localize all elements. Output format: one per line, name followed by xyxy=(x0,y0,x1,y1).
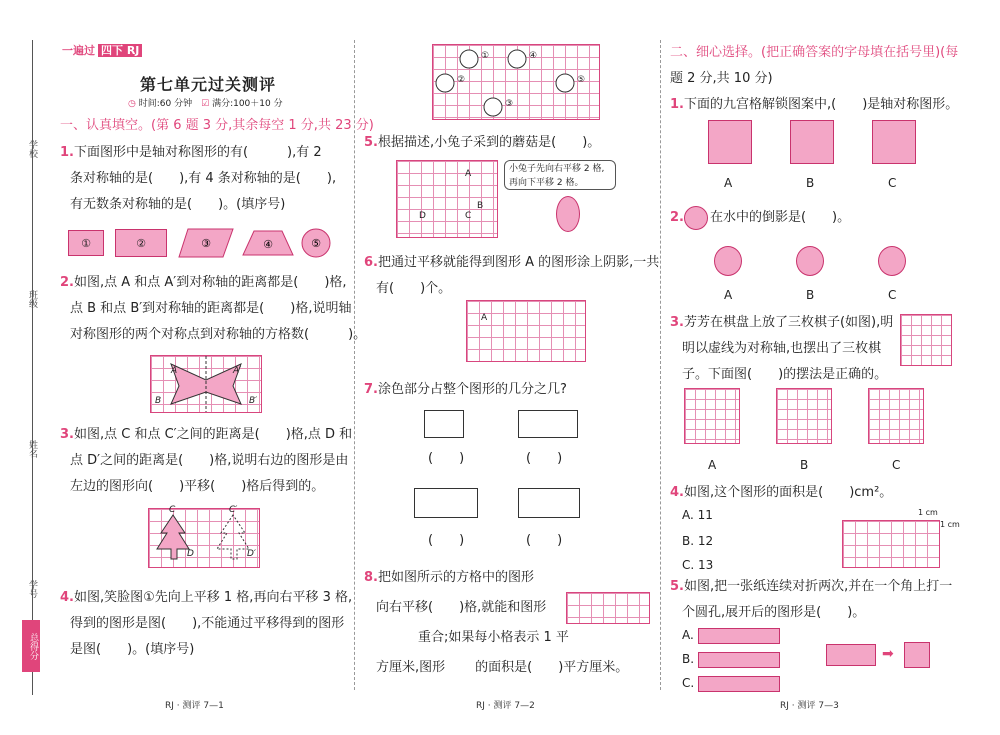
s2q5-line2: 个圆孔,展开后的图形是( )。 xyxy=(682,605,866,620)
s2q1-opt-b: B xyxy=(806,176,815,190)
q4-line1: 4.如图,笑脸图①先向上平移 1 格,再向右平移 3 格, xyxy=(60,590,353,605)
q1-line2: 条对称轴的是( ),有 4 条对称轴的是( ), xyxy=(70,171,337,186)
q4-smiley-grid: ① ④ ② ⑤ ③ xyxy=(432,44,600,120)
section2-heading-2: 题 2 分,共 10 分) xyxy=(670,71,773,86)
s2q5-strip-a xyxy=(698,628,780,644)
svg-text:③: ③ xyxy=(201,237,211,250)
name-label: 姓名 xyxy=(27,440,37,458)
q5-speech-bubble: 小兔子先向右平移 2 格, 再向下平移 2 格。 xyxy=(504,160,616,190)
s2q5-opt-a: A. xyxy=(682,628,694,642)
class-label: 班级 xyxy=(27,290,37,308)
footer-page1: RJ · 测评 7—1 xyxy=(165,701,224,711)
section1-heading: 一、认真填空。(第 6 题 3 分,其余每空 1 分,共 23 分) xyxy=(60,118,374,133)
s2q2-opt-b: B xyxy=(806,288,815,302)
shape-rectangle: ② xyxy=(115,229,167,257)
q5-grid: A B C D xyxy=(396,160,498,238)
s2q3-opt-c: C xyxy=(892,458,901,472)
s2q5-opt-b: B. xyxy=(682,652,695,666)
s2q2-opt-c: C xyxy=(888,288,897,302)
student-no-label: 学号 xyxy=(27,580,37,598)
q8-grid xyxy=(566,592,650,624)
score-tag: 总得分 xyxy=(22,620,40,672)
s2q5-opt-c: C. xyxy=(682,676,695,690)
s2q5-paper xyxy=(826,644,876,666)
s2q4-opt-c: C. 13 xyxy=(682,558,714,572)
q8-line3: 重合;如果每小格表示 1 平 xyxy=(418,630,569,645)
s2q5-line1: 5.如图,把一张纸连续对折两次,并在一个角上打一 xyxy=(670,579,953,594)
footer-page2: RJ · 测评 7—2 xyxy=(476,701,535,711)
s2q1-opt-c: C xyxy=(888,176,897,190)
q5-text: 5.根据描述,小兔子采到的蘑菇是( )。 xyxy=(364,135,601,150)
section2-heading: 二、细心选择。(把正确答案的字母填在括号里)(每 xyxy=(670,45,959,60)
s2q2-text: 2. 在水中的倒影是( )。 xyxy=(670,210,851,225)
q4-line2: 得到的图形是图( ),不能通过平移得到的图形 xyxy=(70,616,345,631)
s2q3-board-a xyxy=(684,388,740,444)
unit-label-2: 1 cm xyxy=(940,520,960,529)
s2q3-line2: 明以虚线为对称轴,也摆出了三枚棋 xyxy=(682,341,882,356)
svg-text:⑤: ⑤ xyxy=(311,237,321,250)
s2q4-opt-b: B. 12 xyxy=(682,534,714,548)
q2-line1: 2.如图,点 A 和点 A′到对称轴的距离都是( )格, xyxy=(60,275,347,290)
s2q3-board-c xyxy=(868,388,924,444)
column-divider xyxy=(660,40,661,690)
shape-parallelogram xyxy=(178,228,234,258)
s2q3-line3: 子。下面图( )的摆法是正确的。 xyxy=(682,367,888,382)
s2q1-pattern-c xyxy=(872,120,916,164)
s2q3-opt-b: B xyxy=(800,458,809,472)
shape-circle xyxy=(300,228,332,258)
q7-figure-4 xyxy=(518,488,580,518)
q1-line3: 有无数条对称轴的是( )。(填序号) xyxy=(70,197,286,212)
q7-text: 7.涂色部分占整个图形的几分之几? xyxy=(364,382,567,397)
q2-line3: 对称图形的两个对称点到对称轴的方格数( )。 xyxy=(70,327,367,342)
q3-line1: 3.如图,点 C 和点 C′之间的距离是( )格,点 D 和 xyxy=(60,427,353,442)
s2q4-text: 4.如图,这个图形的面积是( )cm²。 xyxy=(670,485,893,500)
shape-square: ① xyxy=(68,230,104,256)
s2q1-pattern-a xyxy=(708,120,752,164)
q7-blank-1: ( ) xyxy=(428,451,465,466)
q7-blank-2: ( ) xyxy=(526,451,563,466)
student-illustration xyxy=(556,196,580,232)
s2q3-opt-a: A xyxy=(708,458,717,472)
q2-line2: 点 B 和点 B′到对称轴的距离都是( )格,说明轴 xyxy=(70,301,352,316)
s2q1-opt-a: A xyxy=(724,176,733,190)
q7-figure-2 xyxy=(518,410,578,438)
page-title: 第七单元过关测评 xyxy=(140,75,277,94)
shape-trapezoid xyxy=(242,230,294,256)
s2q4-grid xyxy=(842,520,940,568)
q7-blank-3: ( ) xyxy=(428,533,465,548)
s2q4-opt-a: A. 11 xyxy=(682,508,713,522)
s2q1-text: 1.下面的九宫格解锁图案中,( )是轴对称图形。 xyxy=(670,97,959,112)
duck-option-c-icon xyxy=(878,246,906,276)
unit-label-1: 1 cm xyxy=(918,508,938,517)
q2-grid: A A′ B B′ xyxy=(150,355,262,413)
s2q2-opt-a: A xyxy=(724,288,733,302)
footer-page3: RJ · 测评 7—3 xyxy=(780,701,839,711)
s2q3-board-b xyxy=(776,388,832,444)
s2q5-folded-paper xyxy=(904,642,930,668)
q3-line2: 点 D′之间的距离是( )格,说明右边的图形是由 xyxy=(70,453,349,468)
q6-puzzle-grid: A xyxy=(466,300,586,362)
q8-line1: 8.把如图所示的方格中的图形 xyxy=(364,570,534,585)
svg-text:④: ④ xyxy=(263,238,273,251)
duck-option-b-icon xyxy=(796,246,824,276)
q3-grid: C C′ D D′ xyxy=(148,508,260,568)
duck-option-a-icon xyxy=(714,246,742,276)
s2q5-strip-b xyxy=(698,652,780,668)
s2q1-pattern-b xyxy=(790,120,834,164)
school-label: 学校 xyxy=(27,140,37,158)
exam-meta: ◷ 时间:60 分钟 ☑ 满分:100＋10 分 xyxy=(128,99,283,109)
q7-blank-4: ( ) xyxy=(526,533,563,548)
arrow-right-icon: ➡ xyxy=(882,646,894,662)
q7-figure-3 xyxy=(414,488,478,518)
q6-line2: 有( )个。 xyxy=(376,281,452,296)
q8-line4: 方厘米,图形 的面积是( )平方厘米。 xyxy=(376,660,629,675)
header-brand: 一遍过 四下 RJ xyxy=(62,42,142,58)
q1-line1: 1.下面图形中是轴对称图形的有( ),有 2 xyxy=(60,145,322,160)
q3-line3: 左边的图形向( )平移( )格后得到的。 xyxy=(70,479,325,494)
s2q3-board xyxy=(900,314,952,366)
s2q3-line1: 3.芳芳在棋盘上放了三枚棋子(如图),明 xyxy=(670,315,894,330)
q6-line1: 6.把通过平移就能得到图形 A 的图形涂上阴影,一共 xyxy=(364,255,660,270)
q8-line2: 向右平移( )格,就能和图形 xyxy=(376,600,547,615)
s2q5-strip-c xyxy=(698,676,780,692)
q7-figure-1 xyxy=(424,410,464,438)
q4-line3: 是图( )。(填序号) xyxy=(70,642,195,657)
